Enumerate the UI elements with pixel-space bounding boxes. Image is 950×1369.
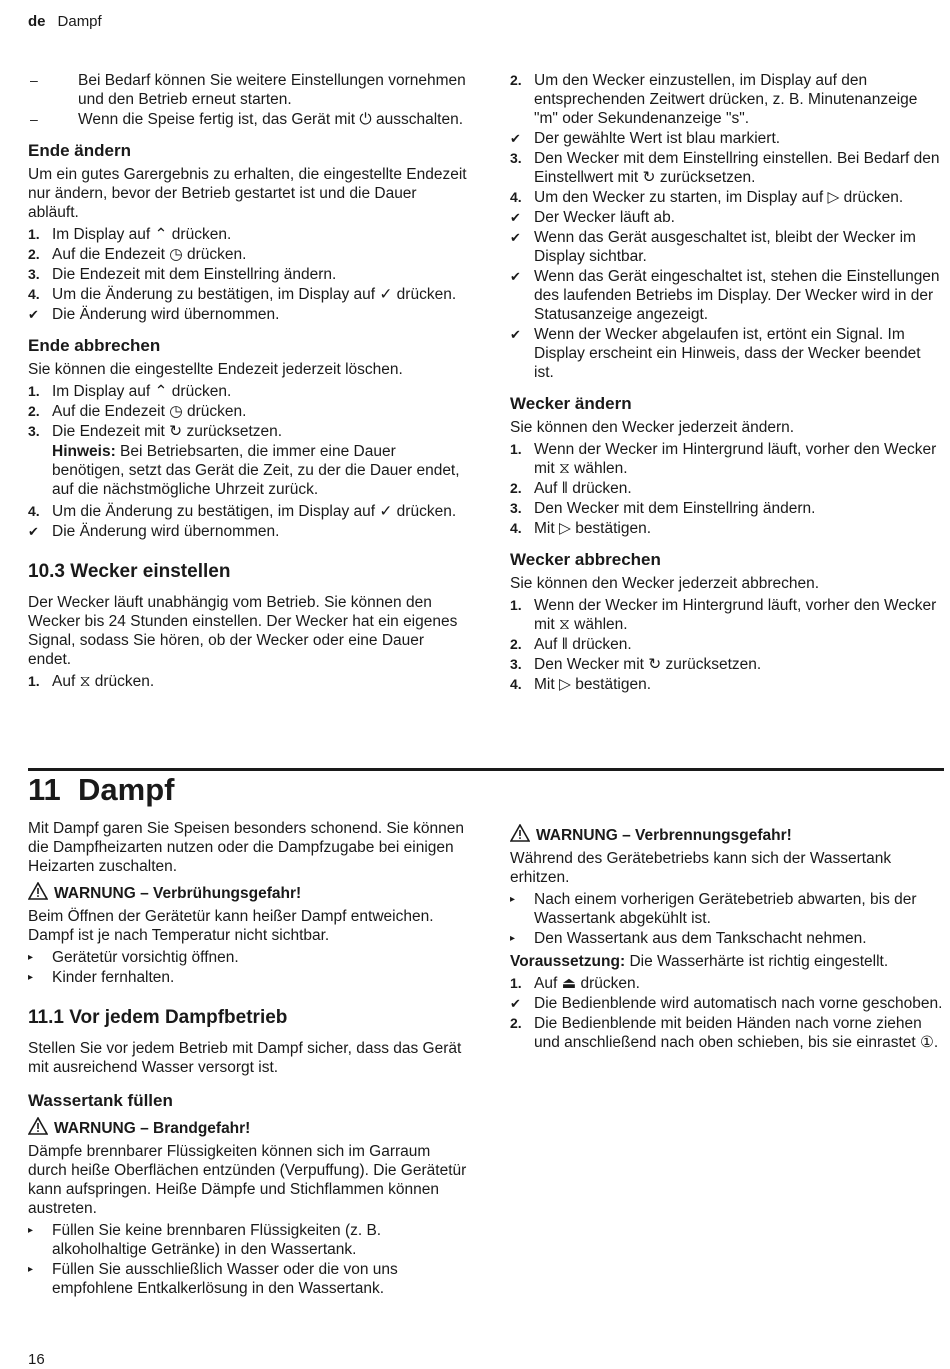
warning-icon [28,882,54,905]
intro-line-1: Bei Bedarf können Sie weitere Einstellungen vornehmen und den Betrieb erneut starten. [78,72,466,108]
bullet-icon: ▸ [28,972,34,983]
intro-line-2: Wenn die Speise fertig ist, das Gerät mit ⏻ ausschalten. [78,111,464,128]
wecker-aendern-step-4: Mit ▷ bestätigen. [534,520,652,537]
burn-item-1: Nach einem vorherigen Gerätebetrieb abwarten, bis der Wassertank abgekühlt ist. [534,891,917,927]
left-column-bottom [28,819,468,1299]
fire-item-2: Füllen Sie ausschließlich Wasser oder die von uns empfohlene Entkalkerlösung in den Wassertank. [52,1261,398,1297]
wecker-abbrechen-text: Sie können den Wecker jederzeit abbrechen. [510,575,820,592]
check-icon: ✔ [28,307,39,322]
tank-result-1: Die Bedienblende wird automatisch nach vorne geschoben. [534,995,943,1012]
warning-burn: WARNUNG – Verbrennungsgefahr! [510,824,944,847]
warning-burn-text: Während des Gerätebetriebs kann sich der Wassertank erhitzen. [510,850,892,886]
wassertank-heading: Wassertank füllen [28,1091,173,1110]
bullet-icon: ▸ [510,894,516,905]
wecker-abbrechen-step-4: Mit ▷ bestätigen. [534,676,652,693]
burn-item-2: Den Wassertank aus dem Tankschacht nehmen. [534,930,867,947]
ende-aendern-heading: Ende ändern [28,141,131,160]
wecker-step-1: Auf ⧖ drücken. [52,673,155,690]
ende-aendern-step-1: Im Display auf ⌃ drücken. [52,226,232,243]
wecker-aendern-text: Sie können den Wecker jederzeit ändern. [510,419,795,436]
ende-aendern-step-2: Auf die Endezeit ◷ drücken. [52,246,247,263]
check-icon: ✔ [510,996,521,1011]
right-column-top: 2. Um den Wecker einzustellen, im Display auf den entsprechenden Zeitwert drücken, z. B. Minutenanzeige "m" oder Sekundenanzeige "s". ✔ Der gewählte Wert ist blau markiert. 3. Den Wecker mit dem Einstellring einstellen. Bei Bedarf den Einstellwert mit ↻ zurücksetzen. 4. Um den Wecker zu starten, im Display auf ▷ drücken. ✔ Der Wecker läuft ab. ✔ Wenn das Gerät ausgeschaltet ist, bleibt der Wecker im Display sichtbar. ✔ Wenn das Gerät eingeschaltet ist, stehen die Einstellungen des laufenden Betriebs im Display. Der Wecker wird in der Statusanzeige angezeigt. ✔ Wenn der Wecker abgelaufen ist, ertönt ein Signal. Im Display erscheint ein Hinweis, dass der Wecker beendet ist. Wecker ändern Sie können den Wecker jederzeit ändern. 1. Wenn der Wecker im Hintergrund läuft, vorher den Wecker mit ⧖ wählen. 2. Auf ǁ drücken. 3. Den Wecker mit dem Einstellring ändern. 4. Mit ▷ bestätigen. Wecker abbrechen Sie können den Wecker jederzeit abbrechen. 1. Wenn der Wecker im Hintergrund läuft, vorher den Wecker mit ⧖ wählen. 2. Auf ǁ drücken. 3. Den Wecker mit ↻ zurücksetzen. 4. Mit ▷ bestätigen. [510,71,944,695]
bullet-icon: ▸ [28,952,34,963]
warning-icon [28,1117,54,1140]
wecker-step-2: Um den Wecker einzustellen, im Display auf den entsprechenden Zeitwert drücken, z. B. Minutenanzeige "m" oder Sekundenanzeige "s". [534,72,918,127]
wecker-heading: 10.3 Wecker einstellen [28,561,231,582]
wecker-abbrechen-step-3: Den Wecker mit ↻ zurücksetzen. [534,656,762,673]
wecker-result-3: Wenn das Gerät ausgeschaltet ist, bleibt der Wecker im Display sichtbar. [534,229,916,265]
wecker-result-1: Der gewählte Wert ist blau markiert. [534,130,781,147]
check-icon: ✔ [28,524,39,539]
wecker-abbrechen-step-2: Auf ǁ drücken. [534,636,632,653]
left-column-top: – Bei Bedarf können Sie weitere Einstellungen vornehmen und den Betrieb erneut starten. – Wenn die Speise fertig ist, das Gerät mit ⏻ ausschalten. Ende ändern Um ein gutes Garergebnis zu erhalten, die eingestellte Endezeit nur ändern, bevor der Betrieb gestartet ist und die Dauer abläuft. 1. Im Display auf ⌃ drücken. 2. Auf die Endezeit ◷ drücken. 3. Die Endezeit mit dem Einstellring ändern. 4. Um die Änderung zu bestätigen, im Display auf ✓ drücken. ✔ Die Änderung wird übernommen. Ende abbrechen Sie können die eingestellte Endezeit jederzeit löschen. 1. Im Display auf ⌃ drücken. 2. Auf die Endezeit ◷ drücken. 3. Die Endezeit mit ↻ zurücksetzen. Hinweis: Bei Betriebsarten, die immer eine Dauer benötigen, setzt das Gerät die Zeit, zu der die Dauer endet, auf die nächstmögliche Uhrzeit zurück. 4. Um die Änderung zu bestätigen, im Display auf ✓ drücken. ✔ Die Änderung wird übernommen. 10.3 Wecker einstellen Der Wecker läuft unabhängig vom Betrieb. Sie können den Wecker bis 24 Stunden einstellen. Der Wecker hat ein eigenes Signal, sodass Sie hören, ob der Wecker oder eine Dauer endet. 1. Auf ⧖ drücken. [28,72,467,690]
wecker-text: Der Wecker läuft unabhängig vom Betrieb. Sie können den Wecker bis 24 Stunden einstellen. Der Wecker hat ein eigenes Signal, sodass Sie hören, ob der Wecker oder eine Dauer endet. [28,594,458,668]
wecker-abbrechen-step-1: Wenn der Wecker im Hintergrund läuft, vorher den Wecker mit ⧖ wählen. [534,597,937,633]
chapter-rule [28,768,944,771]
wecker-step-4: Um den Wecker zu starten, im Display auf ▷ drücken. [534,189,904,206]
bullet-icon: ▸ [28,1225,34,1236]
ende-abbrechen-result: Die Änderung wird übernommen. [52,523,280,540]
ende-aendern-text: Um ein gutes Garergebnis zu erhalten, die eingestellte Endezeit nur ändern, bevor der Betrieb gestartet ist und die Dauer abläuft. [28,166,467,221]
wecker-abbrechen-heading: Wecker abbrechen [510,550,661,569]
voraussetzung: Voraussetzung: Die Wasserhärte ist richtig eingestellt. [510,953,889,970]
ende-abbrechen-step-1: Im Display auf ⌃ drücken. [52,383,232,400]
check-icon: ✔ [510,210,521,225]
check-icon: ✔ [510,327,521,342]
check-icon: ✔ [510,230,521,245]
warning-scald-text: Beim Öffnen der Gerätetür kann heißer Dampf entweichen. Dampf ist je nach Temperatur nicht sichtbar. [28,908,434,944]
warning-fire-text: Dämpfe brennbarer Flüssigkeiten können sich im Garraum durch heiße Oberflächen entzünden (Verpuffung). Die Gerätetür kann aufspringen. Heiße Dämpfe und Stichflammen können austreten. [28,1143,467,1217]
wecker-aendern-step-2: Auf ǁ drücken. [534,480,632,497]
tank-step-2: Die Bedienblende mit beiden Händen nach vorne ziehen und anschließend nach oben schieben, bis sie einrastet ①. [534,1015,939,1051]
scald-item-1: Gerätetür vorsichtig öffnen. [52,949,239,966]
warning-icon [510,824,536,847]
wecker-result-4: Wenn das Gerät eingeschaltet ist, stehen die Einstellungen des laufenden Betriebs im Display. Der Wecker wird in der Statusanzeige angezeigt. [534,268,940,323]
ende-abbrechen-heading: Ende abbrechen [28,336,161,355]
bullet-icon: ▸ [510,933,516,944]
wecker-aendern-step-1: Wenn der Wecker im Hintergrund läuft, vorher den Wecker mit ⧖ wählen. [534,441,937,477]
dampf-intro: Mit Dampf garen Sie Speisen besonders schonend. Sie können die Dampfheizarten nutzen oder die Dampfzugabe bei einigen Heizarten zuschalten. [28,820,464,875]
fire-item-1: Füllen Sie keine brennbaren Flüssigkeiten (z. B. alkoholhaltige Getränke) in den Wassertank. [52,1222,382,1258]
dampfbetrieb-heading: 11.1 Vor jedem Dampfbetrieb [28,1007,288,1028]
warning-scald: WARNUNG – Verbrühungsgefahr! [28,882,468,905]
chapter-title: 11 Dampf [28,772,175,807]
page-number: 16 [28,1351,45,1368]
right-column-bottom: WARNUNG – Verbrennungsgefahr! Während des Gerätebetriebs kann sich der Wassertank erhitzen. ▸ Nach einem vorherigen Gerätebetrieb abwarten, bis der Wassertank abgekühlt ist. ▸ Den Wassertank aus dem Tankschacht nehmen. Voraussetzung: Die Wasserhärte ist richtig eingestellt. 1. Auf ⏏ drücken. ✔ Die Bedienblende wird automatisch nach vorne geschoben. 2. Die Bedienblende mit beiden Händen nach vorne ziehen und anschließend nach oben schieben, bis sie einrastet ①. [510,822,944,1053]
bullet-icon: ▸ [28,1264,34,1275]
dampfbetrieb-text: Stellen Sie vor jedem Betrieb mit Dampf sicher, dass das Gerät mit ausreichend Wasser versorgt ist. [28,1040,462,1076]
ende-aendern-step-4: Um die Änderung zu bestätigen, im Display auf ✓ drücken. [52,286,457,303]
ende-abbrechen-step-3: Die Endezeit mit ↻ zurücksetzen. [52,423,283,440]
wecker-aendern-heading: Wecker ändern [510,394,632,413]
ende-abbrechen-step-4: Um die Änderung zu bestätigen, im Display auf ✓ drücken. [52,503,457,520]
ende-abbrechen-text: Sie können die eingestellte Endezeit jederzeit löschen. [28,361,403,378]
check-icon: ✔ [510,269,521,284]
scald-item-2: Kinder fernhalten. [52,969,175,986]
check-icon: ✔ [510,131,521,146]
wecker-result-2: Der Wecker läuft ab. [534,209,675,226]
wecker-result-5: Wenn der Wecker abgelaufen ist, ertönt ein Signal. Im Display erscheint ein Hinweis, dass der Wecker beendet ist. [534,326,921,381]
ende-aendern-step-3: Die Endezeit mit dem Einstellring ändern. [52,266,337,283]
language-code: de [28,13,46,30]
wecker-step-3: Den Wecker mit dem Einstellring einstellen. Bei Bedarf den Einstellwert mit ↻ zurücksetzen. [534,150,940,186]
ende-aendern-result: Die Änderung wird übernommen. [52,306,280,323]
warning-fire: WARNUNG – Brandgefahr! [28,1117,468,1140]
page-header [28,12,102,31]
header-section: Dampf [57,13,102,30]
tank-step-1: Auf ⏏ drücken. [534,975,640,992]
wecker-aendern-step-3: Den Wecker mit dem Einstellring ändern. [534,500,816,517]
ende-abbrechen-step-2: Auf die Endezeit ◷ drücken. [52,403,247,420]
hinweis-note: Hinweis: Bei Betriebsarten, die immer eine Dauer benötigen, setzt das Gerät die Zeit, zu der die Dauer endet, auf die nächstmögliche Uhrzeit zurück. [52,443,460,498]
